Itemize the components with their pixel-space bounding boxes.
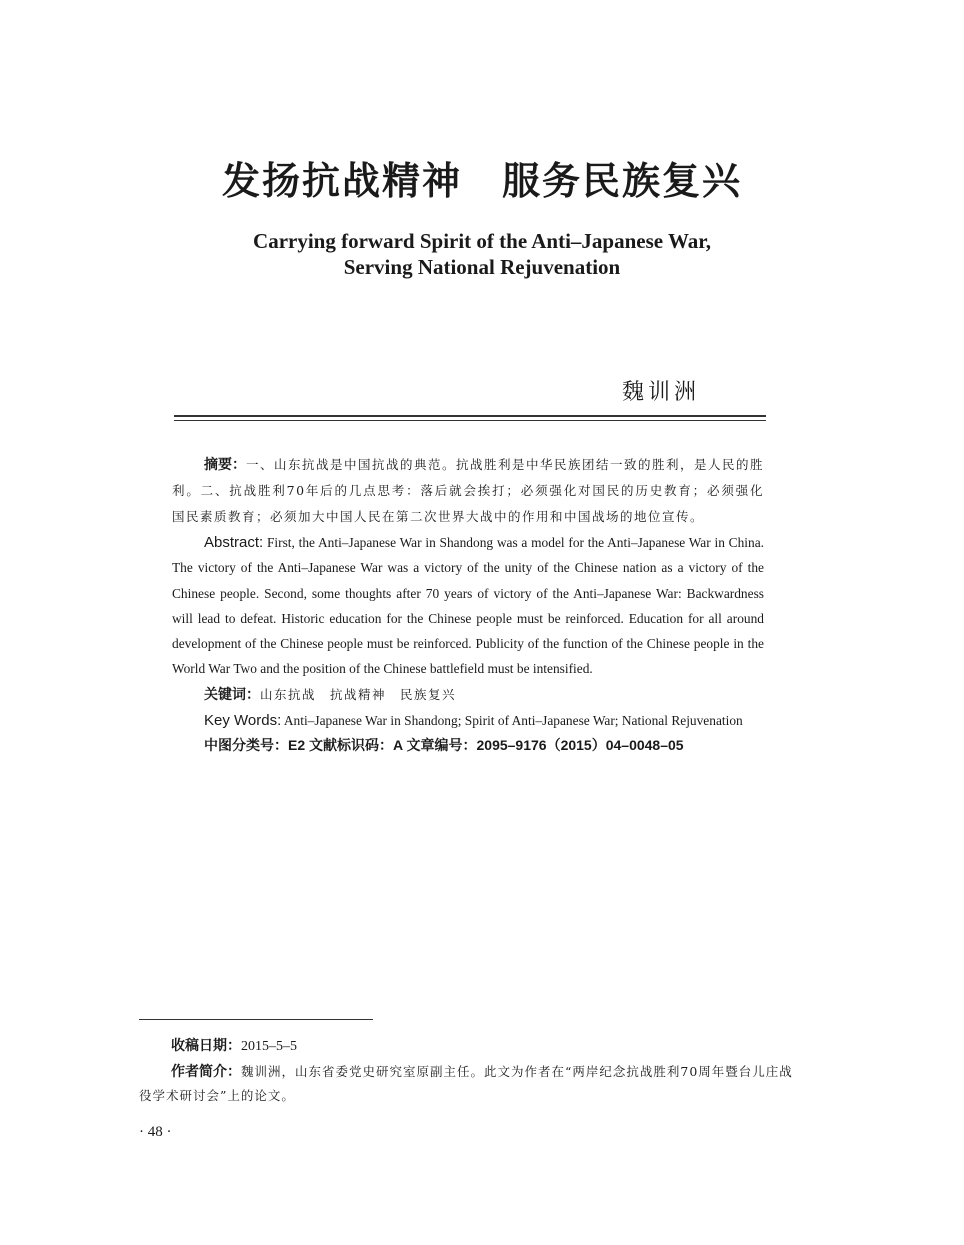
- keywords-cn: [172, 682, 764, 708]
- article-number-value: 2095–9176（2015）04–0048–05: [476, 737, 684, 754]
- clc-label: 中图分类号：: [204, 737, 288, 754]
- doc-code-label: 文献标识码：: [305, 737, 394, 754]
- title-chinese: 发扬抗战精神 服务民族复兴: [221, 159, 742, 203]
- received-label: 收稿日期：: [171, 1037, 241, 1053]
- abstract-cn-label: 摘要：: [204, 456, 246, 472]
- title-english-line2: Serving National Rejuvenation: [343, 255, 621, 279]
- abstract-cn: [172, 452, 764, 530]
- doc-code-value: A: [393, 737, 403, 754]
- abstract-en-label: Abstract:: [204, 534, 264, 551]
- footnote-author-bio: [139, 1059, 799, 1108]
- footnote-received: [139, 1033, 799, 1059]
- footnotes: [139, 1033, 799, 1108]
- clc-value: E2: [288, 737, 306, 754]
- header-rule-thick: [174, 415, 766, 417]
- article-number-label: 文章编号：: [402, 737, 477, 754]
- footnote-rule: [139, 1019, 373, 1020]
- header-rule-thin: [174, 420, 766, 421]
- bio-label: 作者简介：: [171, 1063, 241, 1079]
- abstract-block: [172, 452, 764, 758]
- title-english-line1: Carrying forward Spirit of the Anti–Japanese War,: [253, 229, 711, 253]
- bio-text: 魏训洲，山东省委党史研究室原副主任。此文为作者在“两岸纪念抗战胜利70周年暨台儿庄战役学术研讨会”上的论文。: [139, 1064, 793, 1103]
- keywords-en-label: Key Words:: [204, 711, 282, 729]
- page-number: · 48 ·: [139, 1124, 172, 1140]
- keywords-cn-label: 关键词：: [204, 685, 260, 702]
- keywords-cn-text: 山东抗战 抗战精神 民族复兴: [260, 686, 457, 702]
- keywords-en-text: Anti–Japanese War in Shandong; Spirit of Anti–Japanese War; National Rejuvenation: [281, 712, 743, 728]
- classification-line: [172, 733, 764, 758]
- received-date: 2015–5–5: [241, 1039, 297, 1054]
- abstract-cn-text: 一、山东抗战是中国抗战的典范。抗战胜利是中华民族团结一致的胜利，是人民的胜利。二、抗战胜利70年后的几点思考：落后就会挨打；必须强化对国民的历史教育；必须强化国民素质教育；必须加大中国人民在第二次世界大战中的作用和中国战场的地位宣传。: [172, 457, 765, 524]
- keywords-en: [172, 708, 764, 733]
- abstract-en: [172, 530, 764, 682]
- abstract-en-text: First, the Anti–Japanese War in Shandong was a model for the Anti–Japanese War in China. The victory of the Anti–Japanese War was a victory of the unity of the Chinese nation as a victory of the Chinese people. Second, some thoughts after 70 years of victory of the Anti–Japanese War: Backwardness will lead to defeat. Historic education for the Chinese people must be reinforced. Education for all around development of the Chinese people must be reinforced. Publicity of the function of the Chinese people in the World War Two and the position of the Chinese battlefield must be intensified.: [172, 535, 764, 677]
- title-english: [0, 228, 964, 280]
- author-name: 魏训洲: [621, 380, 700, 405]
